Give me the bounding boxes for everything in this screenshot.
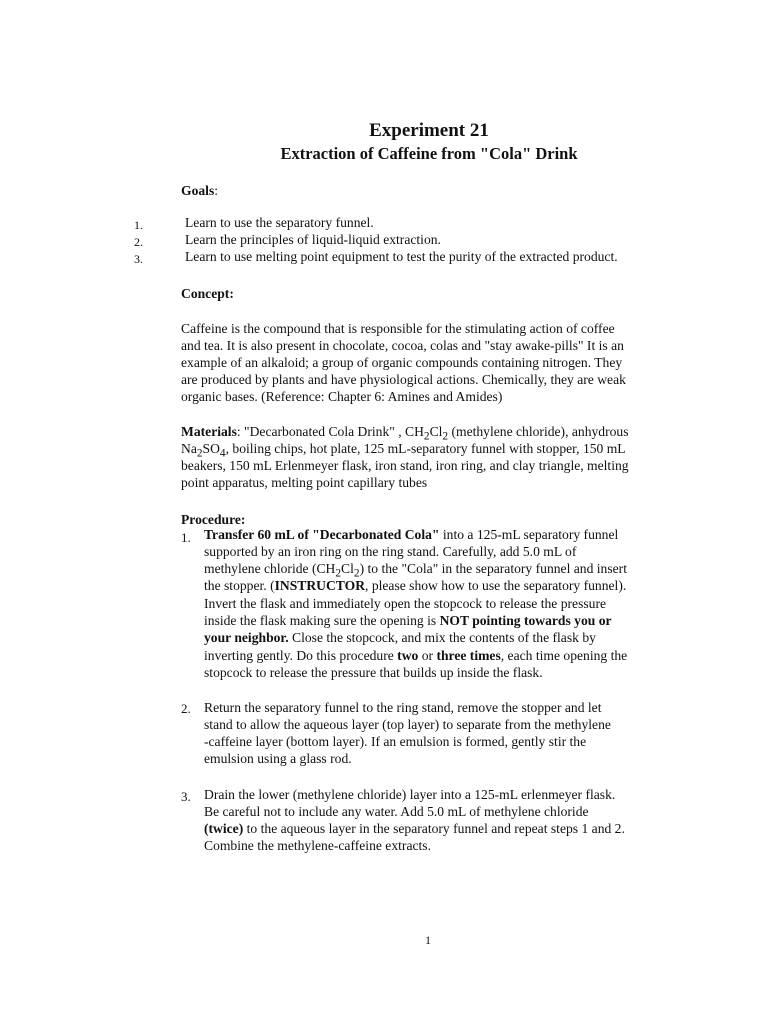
page-number: 1 [425,933,431,947]
step-line: -caffeine layer (bottom layer). If an emulsion is formed, gently stir the [204,734,587,749]
step-line: your neighbor. Close the stopcock, and mix the contents of the flask by [204,630,596,645]
step-line: Combine the methylene-caffeine extracts. [204,838,431,853]
step-line: emulsion using a glass rod. [204,751,352,766]
concept-line: example of an alkaloid; a group of organic compounds containing nitrogen. They [181,355,623,370]
materials-line: point apparatus, melting point capillary tubes [181,475,428,490]
materials-label: Materials [181,424,237,439]
concept-line: Caffeine is the compound that is responsible for the stimulating action of coffee [181,321,615,336]
concept-line: are produced by plants and have physiological actions. Chemically, they are weak [181,372,626,387]
step-line: Invert the flask and immediately open the stopcock to release the pressure [204,596,607,611]
materials-line: beakers, 150 mL Erlenmeyer flask, iron stand, iron ring, and clay triangle, melting [181,458,629,473]
step-number: 3. [181,789,191,804]
page-subtitle: Extraction of Caffeine from "Cola" Drink [280,144,578,163]
document-page: Experiment 21 Extraction of Caffeine from "Cola" Drink Goals: 1. Learn to use the separatory funnel. 2. Learn the principles of liquid-liquid extraction. 3. Learn to use melting point equipment to test the purity of the extracted product. Concept: Caffeine is the compound that is responsible for the stimulating action of coffee and tea. It is also present in chocolate, cocoa, colas and "stay awake-pills" It is an example of an alkaloid; a group of organic compounds containing nitrogen. They are produced by plants and have physiological actions. Chemically, they are weak organic bases. (Reference: Chapter 6: Amines and Amides) Materials: "Decarbonated Cola Drink" , $CH_2Cl_2$ (methylene chloride), anhydrous $Na_2SO_4$, boiling chips, hot plate, 125 mL-separatory funnel with stopper, 150 mL beakers, 150 mL Erlenmeyer flask, iron stand, iron ring, and clay triangle, melting point apparatus, melting point capillary tubes Procedure: 1. Transfer 60 mL of "Decarbonated Cola" into a 125-mL separatory funnel supported by an iron ring on the ring stand. Carefully, add 5.0 mL of methylene chloride $(CH_2Cl_2)$ to the "Cola" in the separatory funnel and insert the stopper. (INSTRUCTOR, please show how to use the separatory funnel). Invert the flask and immediately open the stopcock to release the pressure inside the flask making sure the opening is NOT pointing towards you or your neighbor. Close the stopcock, and mix the contents of the flask by inverting gently. Do this procedure two or three times, each time opening the stopcock to release the pressure that builds up inside the flask. 2. Return the separatory funnel to the ring stand, remove the stopper and let stand to allow the aqueous layer (top layer) to separate from the methylene -caffeine layer (bottom layer). If an emulsion is formed, gently stir the emulsion using a glass rod. 3. Drain the lower (methylene chloride) layer into a 125-mL erlenmeyer flask. Be careful not to include any water. Add 5.0 mL of methylene chloride (twice) to the aqueous layer in the separatory funnel and repeat steps 1 and 2. Combine the methylene-caffeine extracts. 1 [0,0,768,1024]
page-title: Experiment 21 [369,120,489,141]
step-line: inside the flask making sure the opening is NOT pointing towards you or [204,613,612,628]
step-line: stand to allow the aqueous layer (top layer) to separate from the methylene [204,717,611,732]
concept-line: organic bases. (Reference: Chapter 6: Amines and Amides) [181,389,503,404]
materials-line: $Na_2SO_4$, boiling chips, hot plate, 125 mL-separatory funnel with stopper, 150 mL [181,441,626,460]
step-line: inverting gently. Do this procedure two or three times, each time opening the [204,648,628,663]
step-line: (twice) to the aqueous layer in the separatory funnel and repeat steps 1 and 2. [204,821,625,836]
step-line: supported by an iron ring on the ring stand. Carefully, add 5.0 mL of [204,544,577,559]
goals-heading: Goals: [181,183,219,198]
step-line: Transfer 60 mL of "Decarbonated Cola" into a 125-mL separatory funnel [204,527,619,542]
step-line: Return the separatory funnel to the ring stand, remove the stopper and let [204,700,602,715]
concept-line: and tea. It is also present in chocolate, cocoa, colas and "stay awake-pills" It is an [181,338,624,353]
materials-line: Materials: "Decarbonated Cola Drink" , $CH_2Cl_2$ (methylene chloride), anhydrous [181,424,629,443]
step-line: Be careful not to include any water. Add 5.0 mL of methylene chloride [204,804,589,819]
step-line: Drain the lower (methylene chloride) layer into a 125-mL erlenmeyer flask. [204,787,616,802]
step-line: the stopper. (INSTRUCTOR, please show how to use the separatory funnel). [204,578,627,593]
step-number: 1. [181,530,191,545]
step-number: 2. [181,701,191,716]
step-line: stopcock to release the pressure that builds up inside the flask. [204,665,543,680]
step-line: methylene chloride $(CH_2Cl_2)$ to the "Cola" in the separatory funnel and insert [204,561,627,580]
procedure-heading: Procedure: [181,512,246,527]
concept-heading: Concept: [181,286,234,301]
